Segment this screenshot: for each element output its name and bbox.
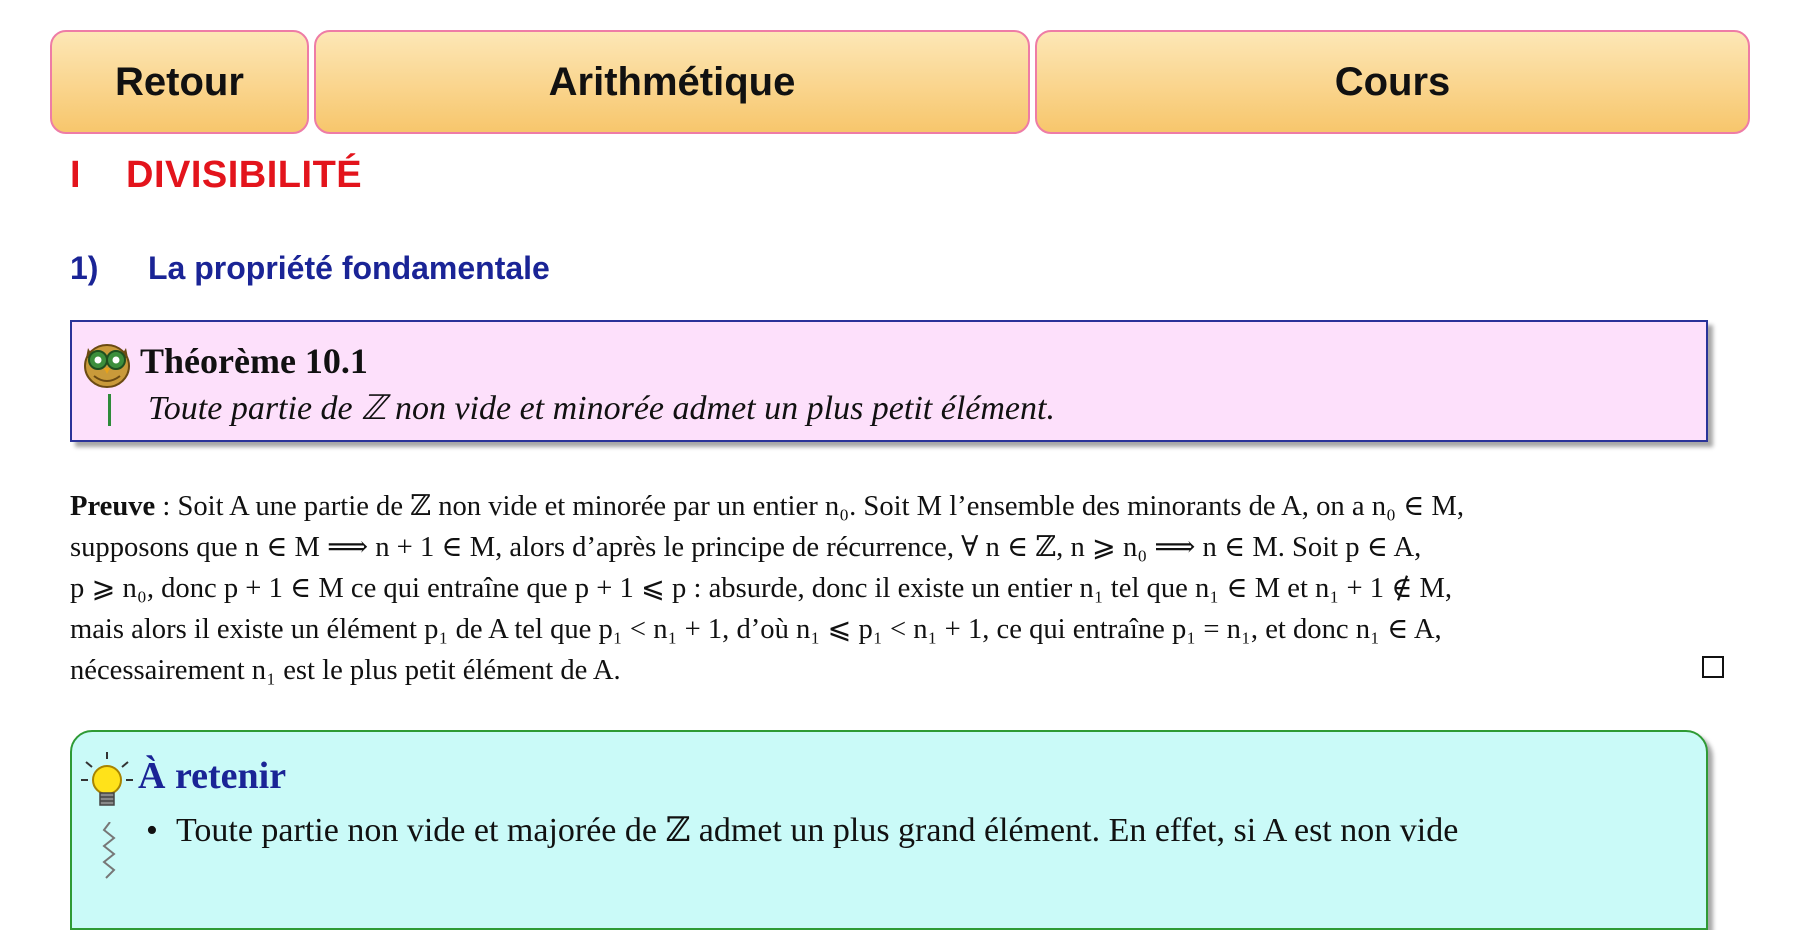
course-button[interactable]: Cours xyxy=(1035,30,1750,134)
section-label: DIVISIBILITÉ xyxy=(126,154,363,196)
theorem-statement: Toute partie de ℤ non vide et minorée admet un plus petit élément. xyxy=(148,390,1055,427)
theorem-title: Théorème 10.1 xyxy=(140,341,368,381)
zigzag-decoration-icon xyxy=(100,822,120,882)
proof-paragraph xyxy=(70,486,1726,691)
subject-button[interactable]: Arithmétique xyxy=(314,30,1030,134)
list-item: • Toute partie non vide et majorée de ℤ admet un plus grand élément. En effet, si A est non vide xyxy=(146,812,1459,849)
proof-line: p ⩾ n₀, donc p + 1 ∈ M ce qui entraîne que p + 1 ⩽ p : absurde, donc il existe un entier n₁ tel que n₁ ∈ M et n₁ + 1 ∉ M, xyxy=(70,573,1453,604)
subsection-title xyxy=(70,250,550,287)
retenir-box xyxy=(70,730,1708,930)
subsection-number: 1) xyxy=(70,250,99,286)
retenir-title: À retenir xyxy=(138,755,287,797)
lightbulb-icon xyxy=(80,750,134,814)
proof-line: nécessairement n₁ est le plus petit élément de A. xyxy=(70,655,621,686)
theorem-box xyxy=(70,320,1708,442)
subsection-label: La propriété fondamentale xyxy=(148,250,550,286)
qed-square-icon xyxy=(1702,656,1724,678)
back-button[interactable]: Retour xyxy=(50,30,309,134)
proof-line: supposons que n ∈ M ⟹ n + 1 ∈ M, alors d’après le principe de récurrence, ∀ n ∈ ℤ, n ⩾ n₀ ⟹ n ∈ M. Soit p ∈ A, xyxy=(70,532,1422,563)
theorem-accent-bar xyxy=(108,394,111,426)
owl-icon xyxy=(80,336,134,390)
proof-line: mais alors il existe un élément p₁ de A tel que p₁ < n₁ + 1, d’où n₁ ⩽ p₁ < n₁ + 1, ce qui entraîne p₁ = n₁, et donc n₁ ∈ A, xyxy=(70,614,1442,645)
proof-line: Preuve : Soit A une partie de ℤ non vide et minorée par un entier n₀. Soit M l’ensemble des minorants de A, on a n₀ ∈ M, xyxy=(70,491,1464,522)
section-title xyxy=(70,154,362,197)
proof-label: Preuve xyxy=(70,491,156,522)
section-number: I xyxy=(70,154,82,196)
